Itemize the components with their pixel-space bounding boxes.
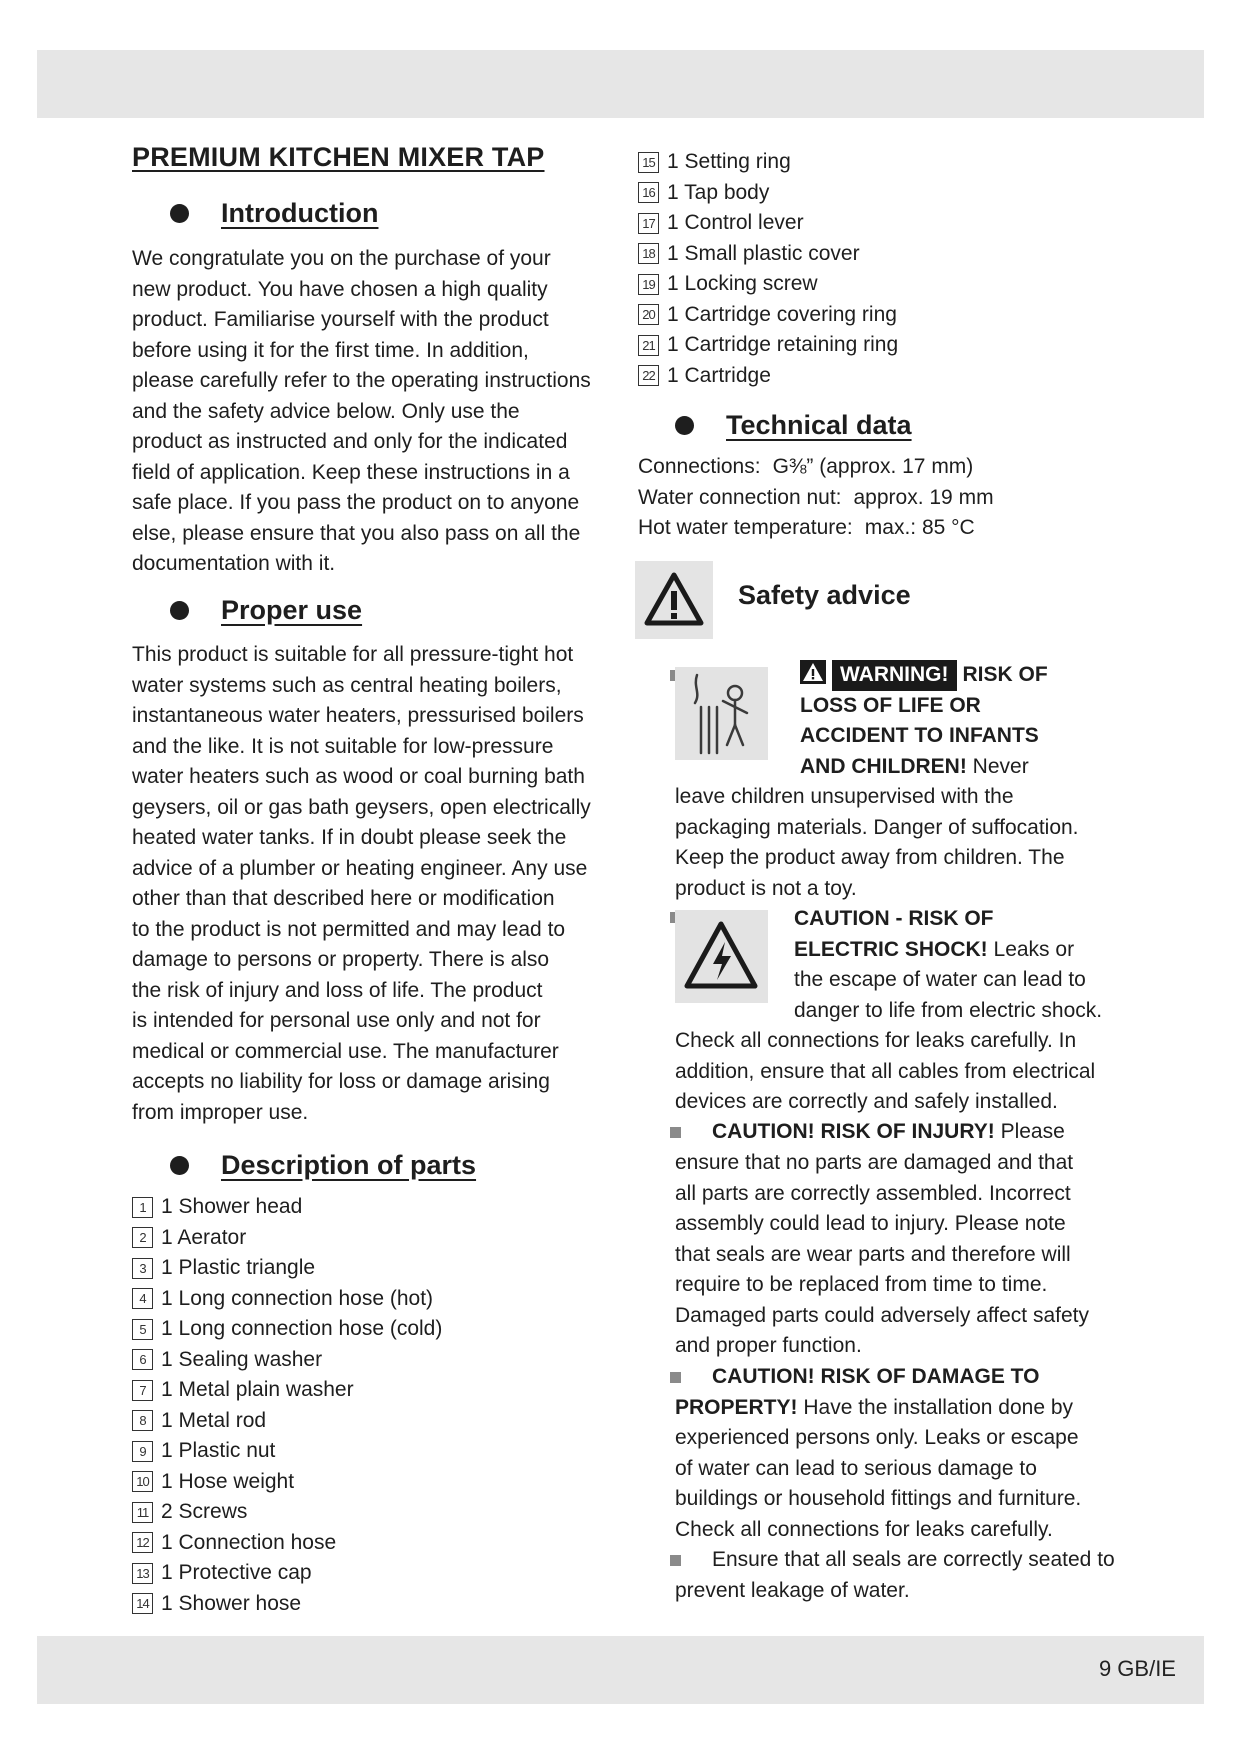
warning-line: leave children unsupervised with the: [675, 785, 1014, 808]
property-line-2: [675, 1393, 1073, 1424]
part-number-badge: 21: [638, 335, 659, 356]
injury-body-text: [675, 1148, 1089, 1362]
list-item: [638, 300, 898, 331]
part-number-badge: 16: [638, 182, 659, 203]
electric-line-2: [794, 935, 1074, 966]
introduction-heading-text: Introduction: [221, 198, 379, 228]
part-number-badge: 20: [638, 304, 659, 325]
proper-use-line: This product is suitable for all pressure-tight hot: [132, 643, 574, 666]
list-bullet-square: [670, 1127, 681, 1138]
part-label: 1 Cartridge covering ring: [667, 302, 897, 326]
technical-heading-text: Technical data: [726, 410, 912, 440]
part-label: 1 Connection hose: [161, 1530, 337, 1554]
part-number-badge: 9: [132, 1441, 153, 1462]
proper-use-line: and the like. It is not suitable for low-pressure: [132, 734, 554, 758]
proper-use-line: to the product is not permitted and may lead to: [132, 917, 566, 941]
part-label: 1 Long connection hose (hot): [161, 1286, 434, 1310]
proper-use-line: water systems such as central heating boilers,: [132, 673, 562, 697]
property-line: Check all connections for leaks carefully.: [675, 1517, 1053, 1541]
warning-line: packaging materials. Danger of suffocation.: [675, 815, 1079, 839]
part-label: 1 Shower hose: [161, 1591, 302, 1615]
part-label: 1 Metal rod: [161, 1408, 267, 1432]
proper-use-line: water heaters such as wood or coal burning bath: [132, 765, 585, 788]
injury-line: and proper function.: [675, 1334, 862, 1357]
warning-body-text: [675, 782, 1079, 904]
part-label: 2 Screws: [161, 1500, 248, 1524]
list-item: [638, 178, 898, 209]
part-label: 1 Long connection hose (cold): [161, 1317, 443, 1341]
electric-line: devices are correctly and safely installed.: [675, 1090, 1058, 1113]
introduction-line: field of application. Keep these instructions in a: [132, 460, 570, 484]
parts-heading-text: Description of parts: [221, 1150, 477, 1180]
part-number-badge: 19: [638, 274, 659, 295]
list-item: [638, 269, 898, 300]
list-item: [132, 1375, 442, 1406]
property-line: buildings or household fittings and furniture.: [675, 1487, 1082, 1510]
warning-bold-text: LOSS OF LIFE OR: [800, 694, 981, 717]
list-item: [132, 1558, 442, 1589]
part-label: 1 Small plastic cover: [667, 241, 860, 265]
proper-use-line: geysers, oil or gas bath geysers, open electrically: [132, 795, 591, 819]
part-label: 1 Shower head: [161, 1195, 303, 1219]
warning-line: Keep the product away from children. The: [675, 846, 1065, 869]
list-item: [132, 1314, 442, 1345]
technical-label: Connections:: [638, 455, 761, 478]
part-label: 1 Metal plain washer: [161, 1378, 354, 1402]
list-item: [132, 1589, 442, 1620]
proper-use-line: other than that described here or modification: [132, 887, 555, 910]
electric-shock-icon: [675, 910, 768, 1003]
injury-line: that seals are wear parts and therefore will: [675, 1242, 1071, 1266]
seals-line-2: prevent leakage of water.: [675, 1579, 910, 1602]
proper-use-text: [132, 640, 591, 1128]
child-safety-icon: [675, 667, 768, 760]
part-number-badge: 14: [132, 1593, 153, 1614]
injury-line: ensure that no parts are damaged and that: [675, 1151, 1074, 1174]
safety-warning-icon: [635, 561, 713, 639]
part-label: 1 Cartridge: [667, 363, 771, 387]
warning-bold-text: ACCIDENT TO INFANTS: [800, 724, 1039, 747]
list-item: [638, 239, 898, 270]
injury-line: require to be replaced from time to time.: [675, 1273, 1048, 1296]
part-number-badge: 10: [132, 1471, 153, 1492]
proper-use-line: instantaneous water heaters, pressurised boilers: [132, 704, 584, 727]
list-item: [638, 208, 898, 239]
warning-bold-text: RISK OF: [962, 663, 1048, 686]
electric-line: Check all connections for leaks carefully. In: [675, 1029, 1077, 1052]
part-number-badge: 11: [132, 1502, 153, 1523]
proper-use-line: medical or commercial use. The manufacturer: [132, 1039, 559, 1063]
proper-use-line: is intended for personal use only and not for: [132, 1009, 541, 1032]
electric-line: addition, ensure that all cables from electrical: [675, 1059, 1096, 1083]
warning-line-3: [800, 721, 1039, 752]
technical-row: [638, 483, 994, 514]
warning-text: Never: [972, 755, 1029, 778]
part-label: 1 Cartridge retaining ring: [667, 333, 899, 357]
technical-value: approx. 19 mm: [853, 485, 994, 509]
injury-bold-text: CAUTION! RISK OF INJURY!: [712, 1120, 995, 1143]
electric-bold-text: ELECTRIC SHOCK!: [794, 938, 988, 961]
introduction-line: before using it for the first time. In addition,: [132, 338, 529, 362]
list-item: [132, 1436, 442, 1467]
part-number-badge: 6: [132, 1349, 153, 1370]
proper-use-heading-text: Proper use: [221, 595, 363, 625]
property-bold-text: CAUTION! RISK OF DAMAGE TO: [712, 1365, 1040, 1388]
proper-use-line: accepts no liability for loss or damage arising: [132, 1070, 550, 1093]
technical-row: [638, 452, 994, 483]
part-label: 1 Protective cap: [161, 1561, 312, 1585]
list-item: [132, 1497, 442, 1528]
part-number-badge: 1: [132, 1197, 153, 1218]
list-bullet-square: [670, 1555, 681, 1566]
part-label: 1 Plastic triangle: [161, 1256, 316, 1280]
bullet-icon: [170, 204, 189, 223]
property-body-text: [675, 1423, 1081, 1545]
part-number-badge: 2: [132, 1227, 153, 1248]
parts-heading: [170, 1150, 476, 1181]
seals-line-1: Ensure that all seals are correctly seated to: [712, 1548, 1115, 1571]
part-label: 1 Plastic nut: [161, 1439, 276, 1463]
list-item: [638, 330, 898, 361]
page-number: 9 GB/IE: [1098, 1656, 1176, 1681]
property-bold-text: PROPERTY!: [675, 1396, 798, 1419]
introduction-line: product as instructed and only for the indicated: [132, 430, 568, 453]
safety-heading: Safety advice: [738, 580, 911, 610]
introduction-line: We congratulate you on the purchase of your: [132, 247, 551, 270]
header-band: [37, 50, 1204, 118]
list-item: [132, 1406, 442, 1437]
proper-use-line: damage to persons or property. There is also: [132, 948, 550, 971]
introduction-heading: [170, 198, 378, 229]
part-number-badge: 3: [132, 1258, 153, 1279]
property-line: of water can lead to serious damage to: [675, 1456, 1037, 1480]
bullet-icon: [170, 601, 189, 620]
technical-heading: [675, 410, 912, 441]
list-item: [132, 1192, 442, 1223]
list-item: [132, 1345, 442, 1376]
injury-text: Please: [1000, 1120, 1065, 1143]
electric-line-3: the escape of water can lead to: [794, 968, 1086, 991]
bullet-icon: [170, 1156, 189, 1175]
part-number-badge: 13: [132, 1563, 153, 1584]
proper-use-line: the risk of injury and loss of life. The product: [132, 978, 543, 1002]
injury-line-1: [712, 1117, 1065, 1148]
injury-line: assembly could lead to injury. Please note: [675, 1212, 1066, 1235]
proper-use-line: advice of a plumber or heating engineer. Any use: [132, 856, 588, 880]
technical-label: Water connection nut:: [638, 485, 842, 509]
warning-line-4: [800, 752, 1029, 783]
introduction-line: please carefully refer to the operating instructions: [132, 369, 591, 392]
introduction-line: and the safety advice below. Only use the: [132, 399, 520, 423]
injury-line: all parts are correctly assembled. Incorrect: [675, 1181, 1071, 1205]
technical-row: [638, 513, 994, 544]
list-item: [132, 1284, 442, 1315]
part-label: 1 Aerator: [161, 1225, 247, 1249]
part-number-badge: 4: [132, 1288, 153, 1309]
warning-icon: [800, 660, 826, 684]
bullet-icon: [675, 416, 694, 435]
parts-list-right: [638, 147, 898, 391]
list-item: [638, 147, 898, 178]
property-text: Have the installation done by: [803, 1396, 1074, 1419]
property-line: experienced persons only. Leaks or escape: [675, 1426, 1079, 1449]
part-label: 1 Setting ring: [667, 150, 791, 174]
warning-bold-text: AND CHILDREN!: [800, 755, 967, 778]
warning-line-2: [800, 691, 981, 722]
part-label: 1 Hose weight: [161, 1469, 295, 1493]
introduction-line: safe place. If you pass the product on to anyone: [132, 491, 580, 514]
part-number-badge: 8: [132, 1410, 153, 1431]
warning-line: product is not a toy.: [675, 876, 857, 900]
part-label: 1 Tap body: [667, 180, 770, 204]
electric-line-1: [794, 904, 994, 935]
part-number-badge: 15: [638, 152, 659, 173]
footer-band: [37, 1636, 1204, 1704]
injury-line: Damaged parts could adversely affect safety: [675, 1303, 1090, 1327]
list-item: [132, 1253, 442, 1284]
part-number-badge: 12: [132, 1532, 153, 1553]
part-number-badge: 18: [638, 243, 659, 264]
introduction-line: else, please ensure that you also pass on all the: [132, 521, 581, 545]
part-number-badge: 17: [638, 213, 659, 234]
proper-use-line: from improper use.: [132, 1100, 309, 1124]
part-label: 1 Sealing washer: [161, 1347, 323, 1371]
electric-line-4: danger to life from electric shock.: [794, 999, 1103, 1022]
property-line-1: [712, 1362, 1039, 1393]
proper-use-heading: [170, 595, 362, 626]
proper-use-line: heated water tanks. If in doubt please seek the: [132, 826, 567, 849]
part-number-badge: 5: [132, 1319, 153, 1340]
list-item: [132, 1223, 442, 1254]
electric-text: Leaks or: [993, 938, 1075, 961]
warning-line-1: [800, 660, 1048, 691]
parts-list-left: [132, 1192, 442, 1619]
part-number-badge: 7: [132, 1380, 153, 1401]
technical-label: Hot water temperature:: [638, 516, 853, 539]
list-bullet-square: [670, 1372, 681, 1383]
list-item: [132, 1467, 442, 1498]
part-number-badge: 22: [638, 365, 659, 386]
part-label: 1 Locking screw: [667, 272, 818, 296]
introduction-line: new product. You have chosen a high quality: [132, 277, 548, 301]
list-item: [638, 361, 898, 392]
introduction-text: [132, 244, 591, 580]
introduction-line: documentation with it.: [132, 552, 336, 575]
technical-data-table: [638, 452, 994, 544]
technical-value: G⅜” (approx. 17 mm): [772, 455, 974, 478]
document-title: PREMIUM KITCHEN MIXER TAP: [132, 142, 545, 172]
introduction-line: product. Familiarise yourself with the product: [132, 308, 549, 331]
electric-bold-text: CAUTION - RISK OF: [794, 907, 994, 930]
technical-value: max.: 85 °C: [864, 516, 975, 539]
list-item: [132, 1528, 442, 1559]
warning-badge: WARNING!: [832, 660, 957, 691]
part-label: 1 Control lever: [667, 211, 804, 235]
electric-body-text: [675, 1026, 1095, 1118]
